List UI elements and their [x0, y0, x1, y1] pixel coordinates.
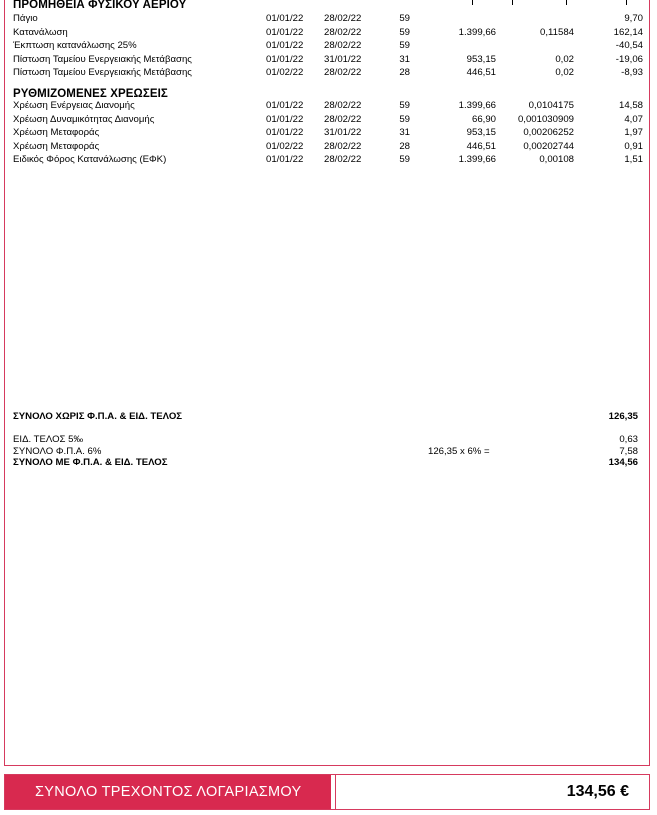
cell-amount: 1,97	[624, 127, 643, 139]
cell-desc: Κατανάλωση	[13, 26, 68, 38]
cell-qty: 1.399,66	[458, 26, 496, 38]
subtotal-value: 126,35	[608, 411, 638, 422]
cell-days: 28	[399, 140, 410, 152]
cell-qty: 1.399,66	[458, 154, 496, 166]
vat-value: 7,58	[619, 446, 638, 457]
cell-from: 01/01/22	[266, 26, 304, 38]
table-column-tick	[472, 0, 473, 5]
cell-amount: 14,58	[618, 100, 643, 111]
table-column-tick	[512, 0, 513, 5]
cell-amount: 1,51	[624, 154, 643, 166]
cell-amount: -40,54	[615, 40, 643, 52]
regulated-section-title: ΡΥΘΜΙΖΟΜΕΝΕΣ ΧΡΕΩΣΕΙΣ	[13, 88, 168, 100]
total-with-vat-value: 134,56	[608, 457, 638, 468]
table-row	[0, 113, 657, 126]
supply-section-title: ΠΡΟΜΗΘΕΙΑ ΦΥΣΙΚΟΥ ΑΕΡΙΟΥ	[13, 0, 187, 11]
cell-from: 01/01/22	[266, 40, 304, 52]
cell-to: 28/02/22	[324, 154, 362, 166]
cell-desc: Χρέωση Ενέργειας Διανομής	[13, 100, 135, 111]
total-with-vat-line	[0, 456, 657, 469]
cell-to: 28/02/22	[324, 100, 362, 111]
cell-qty: 66,90	[471, 113, 496, 125]
cell-amount: -19,06	[615, 53, 643, 65]
cell-desc: Χρέωση Μεταφοράς	[13, 140, 100, 152]
table-row	[0, 126, 657, 139]
cell-from: 01/01/22	[266, 100, 304, 111]
special-fee-value: 0,63	[619, 434, 638, 445]
table-row	[0, 99, 657, 112]
cell-days: 59	[399, 100, 410, 111]
cell-price: 0,00206252	[523, 127, 574, 139]
cell-to: 28/02/22	[324, 67, 362, 79]
table-row	[0, 66, 657, 79]
table-row	[0, 26, 657, 39]
cell-amount: 9,70	[624, 13, 643, 24]
cell-days: 31	[399, 53, 410, 65]
table-row	[0, 53, 657, 66]
cell-desc: Πίστωση Ταμείου Ενεργειακής Μετάβασης	[13, 67, 192, 79]
cell-days: 59	[399, 154, 410, 166]
cell-from: 01/02/22	[266, 67, 304, 79]
cell-to: 28/02/22	[324, 26, 362, 38]
cell-price: 0,02	[555, 53, 574, 65]
cell-days: 59	[399, 40, 410, 52]
subtotal-line	[0, 410, 657, 423]
cell-days: 59	[399, 26, 410, 38]
cell-from: 01/01/22	[266, 154, 304, 166]
table-column-tick	[566, 0, 567, 5]
cell-to: 31/01/22	[324, 53, 362, 65]
cell-to: 28/02/22	[324, 113, 362, 125]
cell-qty: 953,15	[466, 53, 496, 65]
cell-days: 31	[399, 127, 410, 139]
account-total-label: ΣΥΝΟΛΟ ΤΡΕΧΟΝΤΟΣ ΛΟΓΑΡΙΑΣΜΟΥ	[5, 775, 331, 809]
cell-to: 31/01/22	[324, 127, 362, 139]
cell-qty: 446,51	[466, 140, 496, 152]
cell-from: 01/02/22	[266, 140, 304, 152]
cell-desc: Χρέωση Δυναμικότητας Διανομής	[13, 113, 155, 125]
table-row	[0, 39, 657, 52]
special-fee-label: ΕΙΔ. ΤΕΛΟΣ 5‰	[13, 434, 84, 445]
cell-desc: Έκπτωση κατανάλωσης 25%	[13, 40, 137, 52]
cell-days: 28	[399, 67, 410, 79]
cell-days: 59	[399, 113, 410, 125]
cell-desc: Πάγιο	[13, 13, 38, 24]
table-row	[0, 12, 657, 25]
cell-price: 0,11584	[540, 26, 574, 38]
cell-from: 01/01/22	[266, 127, 304, 139]
cell-days: 59	[399, 13, 410, 24]
cell-to: 28/02/22	[324, 140, 362, 152]
cell-to: 28/02/22	[324, 40, 362, 52]
cell-qty: 953,15	[466, 127, 496, 139]
table-row	[0, 153, 657, 166]
cell-price: 0,00202744	[523, 140, 574, 152]
cell-from: 01/01/22	[266, 13, 304, 24]
cell-price: 0,02	[555, 67, 574, 79]
cell-to: 28/02/22	[324, 13, 362, 24]
vat-calculation: 126,35 x 6% =	[428, 446, 490, 457]
total-with-vat-label: ΣΥΝΟΛΟ ΜΕ Φ.Π.Α. & ΕΙΔ. ΤΕΛΟΣ	[13, 457, 168, 468]
cell-from: 01/01/22	[266, 53, 304, 65]
cell-desc: Ειδικός Φόρος Κατανάλωσης (ΕΦΚ)	[13, 154, 167, 166]
cell-amount: 162,14	[613, 26, 643, 38]
vat-label: ΣΥΝΟΛΟ Φ.Π.Α. 6%	[13, 446, 102, 457]
account-total-divider	[331, 775, 336, 809]
table-column-tick	[626, 0, 627, 5]
account-total-bar	[4, 774, 650, 810]
cell-desc: Χρέωση Μεταφοράς	[13, 127, 100, 139]
cell-from: 01/01/22	[266, 113, 304, 125]
cell-qty: 446,51	[466, 67, 496, 79]
cell-amount: -8,93	[621, 67, 643, 79]
table-row	[0, 140, 657, 153]
cell-price: 0,001030909	[517, 113, 574, 125]
subtotal-label: ΣΥΝΟΛΟ ΧΩΡΙΣ Φ.Π.Α. & ΕΙΔ. ΤΕΛΟΣ	[13, 411, 183, 422]
cell-desc: Πίστωση Ταμείου Ενεργειακής Μετάβασης	[13, 53, 192, 65]
cell-qty: 1.399,66	[458, 100, 496, 111]
cell-price: 0,00108	[539, 154, 574, 166]
cell-amount: 4,07	[624, 113, 643, 125]
cell-price: 0,0104175	[528, 100, 574, 111]
account-total-value: 134,56 €	[566, 783, 629, 800]
cell-amount: 0,91	[624, 140, 643, 152]
